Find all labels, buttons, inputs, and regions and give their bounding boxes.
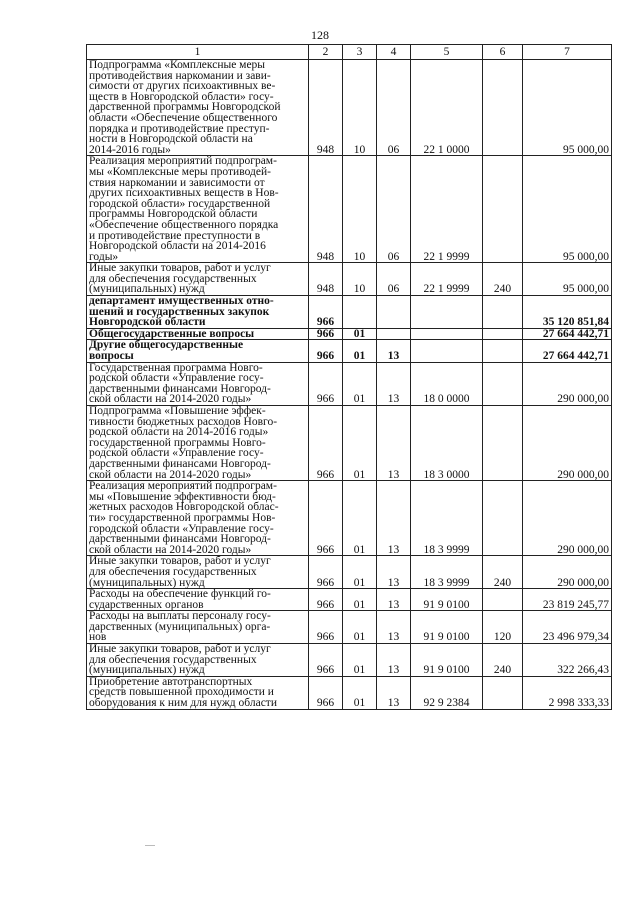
column-header: 6 bbox=[483, 45, 523, 60]
row-expense-type: 240 bbox=[483, 556, 523, 589]
row-description: Иные закупки товаров, работ и услуг для обеспечения государственных (муниципальных) нужд bbox=[87, 644, 309, 677]
row-expense-type bbox=[483, 296, 523, 329]
row-amount: 23 496 979,34 bbox=[523, 611, 612, 644]
row-amount: 27 664 442,71 bbox=[523, 328, 612, 340]
row-expense-type bbox=[483, 156, 523, 263]
table-row bbox=[87, 296, 612, 329]
row-section-code: 10 bbox=[343, 156, 377, 263]
row-amount: 95 000,00 bbox=[523, 60, 612, 156]
row-section-code: 01 bbox=[343, 644, 377, 677]
scan-mark bbox=[145, 845, 155, 846]
row-ministry-code: 966 bbox=[309, 611, 343, 644]
row-target-article: 91 9 0100 bbox=[411, 644, 483, 677]
row-subsection-code: 13 bbox=[377, 589, 411, 611]
row-subsection-code: 13 bbox=[377, 362, 411, 405]
table-row bbox=[87, 556, 612, 589]
table-row bbox=[87, 263, 612, 296]
column-header: 4 bbox=[377, 45, 411, 60]
row-target-article bbox=[411, 328, 483, 340]
row-target-article: 18 3 9999 bbox=[411, 556, 483, 589]
row-subsection-code: 13 bbox=[377, 481, 411, 556]
table-body bbox=[87, 60, 612, 710]
row-expense-type bbox=[483, 676, 523, 709]
table-row bbox=[87, 589, 612, 611]
row-section-code: 10 bbox=[343, 263, 377, 296]
row-subsection-code: 13 bbox=[377, 556, 411, 589]
row-ministry-code: 948 bbox=[309, 156, 343, 263]
row-section-code: 01 bbox=[343, 676, 377, 709]
row-subsection-code: 13 bbox=[377, 406, 411, 481]
row-subsection-code bbox=[377, 328, 411, 340]
row-subsection-code: 13 bbox=[377, 611, 411, 644]
row-amount: 290 000,00 bbox=[523, 556, 612, 589]
row-subsection-code: 06 bbox=[377, 156, 411, 263]
row-description: департамент имущественных отно- шений и государственных закупок Новгородской области bbox=[87, 296, 309, 329]
table-row bbox=[87, 60, 612, 156]
row-ministry-code: 948 bbox=[309, 60, 343, 156]
row-expense-type bbox=[483, 328, 523, 340]
row-amount: 95 000,00 bbox=[523, 263, 612, 296]
table-row bbox=[87, 644, 612, 677]
row-target-article bbox=[411, 296, 483, 329]
column-header: 5 bbox=[411, 45, 483, 60]
row-amount: 290 000,00 bbox=[523, 481, 612, 556]
table-row bbox=[87, 406, 612, 481]
row-amount: 2 998 333,33 bbox=[523, 676, 612, 709]
row-description: Приобретение автотранспортных средств повышенной проходимости и оборудования к ним для нужд области bbox=[87, 676, 309, 709]
table-row bbox=[87, 362, 612, 405]
row-ministry-code: 966 bbox=[309, 644, 343, 677]
row-amount: 95 000,00 bbox=[523, 156, 612, 263]
row-target-article: 91 9 0100 bbox=[411, 589, 483, 611]
row-ministry-code: 966 bbox=[309, 328, 343, 340]
row-section-code: 01 bbox=[343, 556, 377, 589]
row-target-article: 18 0 0000 bbox=[411, 362, 483, 405]
table-row bbox=[87, 676, 612, 709]
row-target-article: 22 1 9999 bbox=[411, 156, 483, 263]
page-number: 128 bbox=[311, 28, 329, 42]
row-description: Иные закупки товаров, работ и услуг для обеспечения государственных (муниципальных) нужд bbox=[87, 556, 309, 589]
row-subsection-code bbox=[377, 296, 411, 329]
row-description: Общегосударственные вопросы bbox=[87, 328, 309, 340]
row-expense-type bbox=[483, 340, 523, 362]
row-subsection-code: 06 bbox=[377, 263, 411, 296]
row-amount: 322 266,43 bbox=[523, 644, 612, 677]
row-target-article: 91 9 0100 bbox=[411, 611, 483, 644]
row-ministry-code: 966 bbox=[309, 296, 343, 329]
row-section-code: 01 bbox=[343, 362, 377, 405]
row-subsection-code: 13 bbox=[377, 340, 411, 362]
row-expense-type: 120 bbox=[483, 611, 523, 644]
row-ministry-code: 966 bbox=[309, 406, 343, 481]
row-amount: 27 664 442,71 bbox=[523, 340, 612, 362]
row-expense-type bbox=[483, 60, 523, 156]
row-section-code: 01 bbox=[343, 611, 377, 644]
row-ministry-code: 966 bbox=[309, 676, 343, 709]
row-description: Иные закупки товаров, работ и услуг для обеспечения государственных (муниципальных) нужд bbox=[87, 263, 309, 296]
row-description: Подпрограмма «Комплексные меры противодействия наркомании и зави- симости от других психоактивных ве- ществ в Новгородской области» госу- дарственной программы Новгородской области «Обеспечение общественного порядка и противодействие преступ- ности в Новгородской области на 2014-2016 годы» bbox=[87, 60, 309, 156]
row-subsection-code: 13 bbox=[377, 676, 411, 709]
row-expense-type bbox=[483, 406, 523, 481]
row-ministry-code: 966 bbox=[309, 340, 343, 362]
row-description: Другие общегосударственные вопросы bbox=[87, 340, 309, 362]
row-expense-type: 240 bbox=[483, 263, 523, 296]
row-ministry-code: 966 bbox=[309, 556, 343, 589]
row-ministry-code: 966 bbox=[309, 481, 343, 556]
row-description: Реализация мероприятий подпрограм- мы «Комплексные меры противодей- ствия наркомании и зависимости от других психоактивных веществ в Нов- городской области» государственной программы Новгородской области «Обеспечение общественного порядка и противодействие преступности в Новгородской области на 2014-2016 годы» bbox=[87, 156, 309, 263]
row-target-article: 18 3 0000 bbox=[411, 406, 483, 481]
row-target-article bbox=[411, 340, 483, 362]
column-header: 2 bbox=[309, 45, 343, 60]
header-row bbox=[87, 45, 612, 60]
row-description: Государственная программа Новго- родской области «Управление госу- дарственными финансами Новгород- ской области на 2014-2020 годы» bbox=[87, 362, 309, 405]
table-row bbox=[87, 328, 612, 340]
row-section-code: 01 bbox=[343, 589, 377, 611]
row-description: Расходы на обеспечение функций го- сударственных органов bbox=[87, 589, 309, 611]
row-amount: 290 000,00 bbox=[523, 406, 612, 481]
table-row bbox=[87, 611, 612, 644]
row-section-code: 01 bbox=[343, 406, 377, 481]
row-subsection-code: 06 bbox=[377, 60, 411, 156]
row-expense-type bbox=[483, 362, 523, 405]
row-section-code bbox=[343, 296, 377, 329]
row-description: Подпрограмма «Повышение эффек- тивности бюджетных расходов Новго- родской области на 2014-2016 годы» государственной программы Новго- родской области «Управление госу- дарственными финансами Новгород- ской области на 2014-2020 годы» bbox=[87, 406, 309, 481]
table-row bbox=[87, 340, 612, 362]
table-row bbox=[87, 481, 612, 556]
row-expense-type bbox=[483, 589, 523, 611]
row-amount: 35 120 851,84 bbox=[523, 296, 612, 329]
row-target-article: 18 3 9999 bbox=[411, 481, 483, 556]
column-header: 1 bbox=[87, 45, 309, 60]
table-row bbox=[87, 156, 612, 263]
row-section-code: 10 bbox=[343, 60, 377, 156]
row-description: Расходы на выплаты персоналу госу- дарственных (муниципальных) орга- нов bbox=[87, 611, 309, 644]
row-section-code: 01 bbox=[343, 481, 377, 556]
column-header: 3 bbox=[343, 45, 377, 60]
row-target-article: 22 1 9999 bbox=[411, 263, 483, 296]
row-ministry-code: 966 bbox=[309, 589, 343, 611]
row-target-article: 92 9 2384 bbox=[411, 676, 483, 709]
row-amount: 23 819 245,77 bbox=[523, 589, 612, 611]
budget-table bbox=[86, 44, 612, 710]
row-ministry-code: 948 bbox=[309, 263, 343, 296]
row-expense-type: 240 bbox=[483, 644, 523, 677]
row-expense-type bbox=[483, 481, 523, 556]
row-subsection-code: 13 bbox=[377, 644, 411, 677]
row-section-code: 01 bbox=[343, 328, 377, 340]
column-header: 7 bbox=[523, 45, 612, 60]
row-ministry-code: 966 bbox=[309, 362, 343, 405]
row-amount: 290 000,00 bbox=[523, 362, 612, 405]
row-section-code: 01 bbox=[343, 340, 377, 362]
row-target-article: 22 1 0000 bbox=[411, 60, 483, 156]
row-description: Реализация мероприятий подпрограм- мы «Повышение эффективности бюд- жетных расходов Новгородской облас- ти» государственной программы Нов- городской области «Управление госу- дарственными финансами Новгород- ской области на 2014-2020 годы» bbox=[87, 481, 309, 556]
